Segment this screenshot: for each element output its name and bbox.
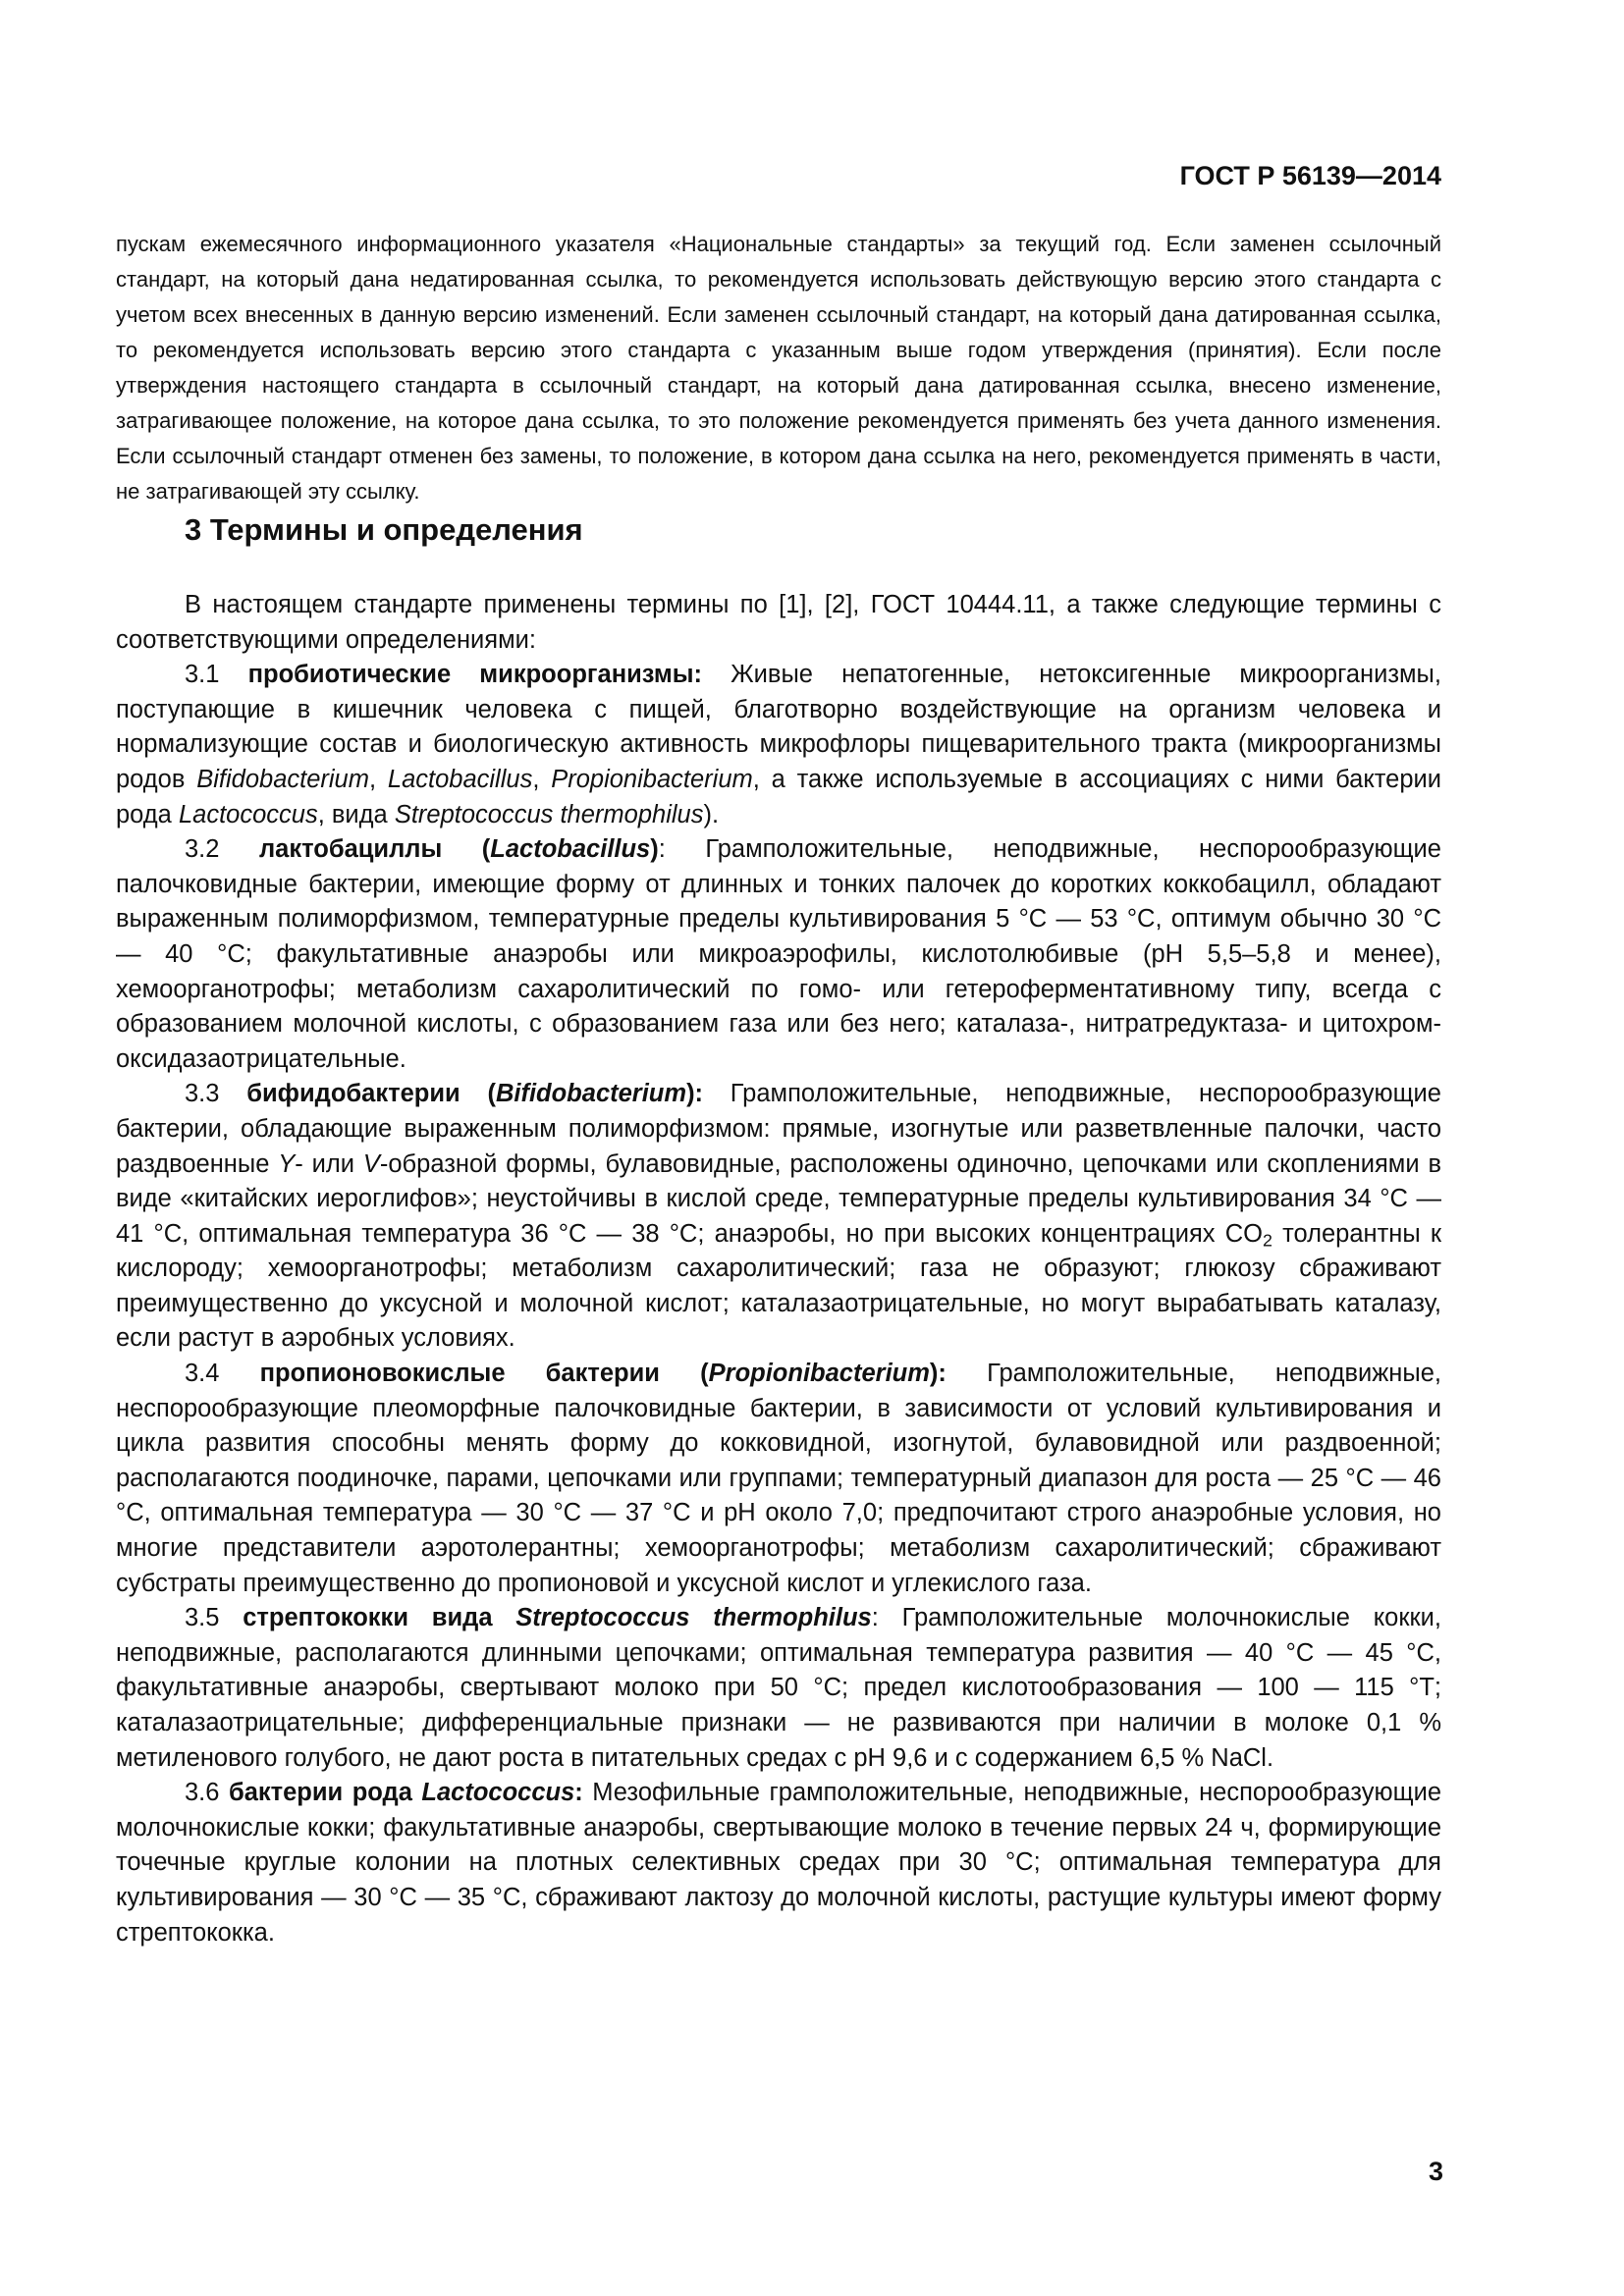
term-label-close: )	[650, 835, 659, 864]
definition-3-1	[116, 658, 1441, 832]
separator: ,	[532, 765, 552, 793]
term-name	[259, 835, 659, 863]
definitions-body	[116, 588, 1441, 1950]
term-name	[260, 1360, 947, 1387]
definition-number: 3.3	[185, 1080, 247, 1108]
definition-number: 3.4	[185, 1360, 260, 1388]
definition-3-6	[116, 1776, 1441, 1950]
definition-text: -образной формы, булавовидные, расположены одиночно, цепочками или скоплениями в виде «китайских иероглифов»; неустойчивы в кислой среде, температурные пределы культивирования 34 °С — 41 °С, оптимальная температура 36 °С — 38 °С; анаэробы, но при высоких концентрациях CO	[116, 1149, 1441, 1248]
intro-paragraph: пускам ежемесячного информационного указателя «Национальные стандарты» за текущий год. Если заменен ссылочный стандарт, на который дана недатированная ссылка, то рекомендуется использовать действующую версию этого стандарта с учетом всех внесенных в данную версию изменений. Если заменен ссылочный стандарт, на который дана датированная ссылка, то рекомендуется использовать версию этого стандарта с указанным выше годом утверждения (принятия). Если после утверждения настоящего стандарта в ссылочный стандарт, на который дана датированная ссылка, внесено изменение, затрагивающее положение, на которое дана ссылка, то это положение рекомендуется применять без учета данного изменения. Если ссылочный стандарт отменен без замены, то положение, в котором дана ссылка на него, рекомендуется применять в части, не затрагивающей эту ссылку.	[116, 232, 1441, 504]
shape-letter: Y	[278, 1149, 296, 1178]
definition-text: Грамположительные, неподвижные, неспорообразующие плеоморфные палочковидные бактерии, в зависимости от условий культивирования и цикла развития способны менять форму до кокковидной, изогнутой, булавовидной или раздвоенной; располагаются поодиночке, парами, цепочками или группами; температурный диапазон для роста — 25 °С — 46 °С, оптимальная температура — 30 °С — 37 °С и рН около 7,0; предпочитают строго анаэробные условия, но многие представители аэротолерантны; хемоорганотрофы; метаболизм сахаролитический; сбраживают субстраты преимущественно до пропионовой и уксусной кислот и углекислого газа.	[116, 1360, 1441, 1597]
term-label-close: ):	[686, 1080, 704, 1108]
definition-number: 3.5	[185, 1604, 244, 1632]
definition-number: 3.6	[185, 1779, 229, 1807]
separator: ,	[368, 765, 388, 793]
definition-text: толерантны к кислороду; хемоорганотрофы; метаболизм сахаролитический; газа не образуют; глюкозу сбраживают преимущественно до уксусной и молочной кислот; каталазаотрицательные, но могут вырабатывать каталазу, если растут в аэробных условиях.	[116, 1219, 1441, 1353]
section-heading: 3 Термины и определения	[185, 512, 583, 547]
latin-name: Bifidobacterium	[196, 765, 369, 793]
term-label-close: :	[574, 1779, 583, 1807]
term-label: бактерии рода	[228, 1779, 422, 1807]
latin-name: Streptococcus thermophilus	[394, 800, 704, 828]
definition-text: ).	[703, 800, 720, 828]
latin-name: Propionibacterium	[551, 765, 753, 793]
document-code-header: ГОСТ Р 56139—2014	[1179, 161, 1441, 190]
term-label: пропионовокислые бактерии (	[259, 1360, 709, 1388]
term-label: бифидобактерии (	[246, 1080, 496, 1108]
lead-paragraph: В настоящем стандарте применены термины по [1], [2], ГОСТ 10444.11, а также следующие термины с соответствующими определениями:	[116, 591, 1441, 654]
term-name	[246, 1080, 703, 1107]
term-latin-name: Lactobacillus	[490, 835, 651, 864]
term-label-close: ):	[929, 1360, 947, 1388]
definition-text: : Грамположительные молочнокислые кокки, неподвижные, располагаются длинными цепочками; оптимальная температура развития — 40 °С — 45 °С, факультативные анаэробы, свертывают молоко при 50 °С; предел кислотообразования — 100 — 115 °Т; каталазаотрицательные; дифференциальные признаки — не развиваются при наличии в молоке 0,1 % метиленового голубого, не дают роста в питательных средах с рН 9,6 и с содержанием 6,5 % NaCl.	[116, 1604, 1441, 1772]
term-latin-name: Bifidobacterium	[495, 1080, 687, 1108]
definition-text: , вида	[317, 800, 395, 828]
term-label: лактобациллы (	[258, 835, 491, 864]
term-latin-name: Streptococcus thermophilus	[515, 1604, 872, 1632]
definition-number: 3.1	[185, 661, 248, 689]
latin-name: Lactobacillus	[387, 765, 533, 793]
term-label: стрептококки вида	[243, 1604, 516, 1632]
term-latin-name: Propionibacterium	[708, 1360, 930, 1388]
definition-text: , а также используемые в ассоциациях с ними бактерии рода	[116, 765, 1442, 828]
page-number: 3	[1428, 2157, 1443, 2186]
definition-3-5	[116, 1601, 1441, 1776]
definition-text: - или	[295, 1149, 363, 1178]
definition-3-3	[116, 1077, 1441, 1357]
definition-text: Живые непатогенные, нетоксигенные микроорганизмы, поступающие в кишечник человека с пищей, благотворно воздействующие на организм человека и нормализующие состав и биологическую активность микрофлоры пищеварительного тракта (микроорганизмы родов	[116, 661, 1441, 793]
definition-number: 3.2	[185, 835, 259, 864]
term-name	[229, 1779, 583, 1806]
latin-name: Lactococcus	[178, 800, 318, 828]
definition-text: : Грамположительные, неподвижные, неспорообразующие палочковидные бактерии, имеющие форму от длинных и тонких палочек до коротких коккобацилл, обладают выраженным полиморфизмом, температурные пределы культивирования 5 °С — 53 °С, оптимум обычно 30 °С — 40 °С; факультативные анаэробы или микроаэрофилы, кислотолюбивые (рН 5,5–5,8 и менее), хемоорганотрофы; метаболизм сахаролитический по гомо- или гетероферментативному типу, всегда с образованием молочной кислоты, с образованием газа или без него; каталаза-, нитратредуктаза- и цитохром-оксидазаотрицательные.	[116, 835, 1441, 1073]
term-name: пробиотические микроорганизмы:	[247, 661, 702, 689]
definition-text: Грамположительные, неподвижные, неспорообразующие бактерии, обладающие выраженным полиморфизмом: прямые, изогнутые или разветвленные палочки, часто раздвоенные	[116, 1080, 1441, 1178]
definition-3-4	[116, 1357, 1441, 1601]
definition-text: Мезофильные грамположительные, неподвижные, неспорообразующие молочнокислые кокки; факультативные анаэробы, свертывающие молоко в течение первых 24 ч, формирующие точечные круглые колонии на плотных селективных средах при 30 °С; оптимальная температура для культивирования — 30 °С — 35 °С, сбраживают лактозу до молочной кислоты, растущие культуры имеют форму стрептококка.	[116, 1779, 1441, 1947]
term-latin-name: Lactococcus	[421, 1779, 575, 1807]
term-name	[243, 1604, 871, 1631]
definition-3-2	[116, 832, 1441, 1077]
shape-letter: V	[362, 1149, 380, 1178]
subscript: 2	[1262, 1230, 1272, 1251]
